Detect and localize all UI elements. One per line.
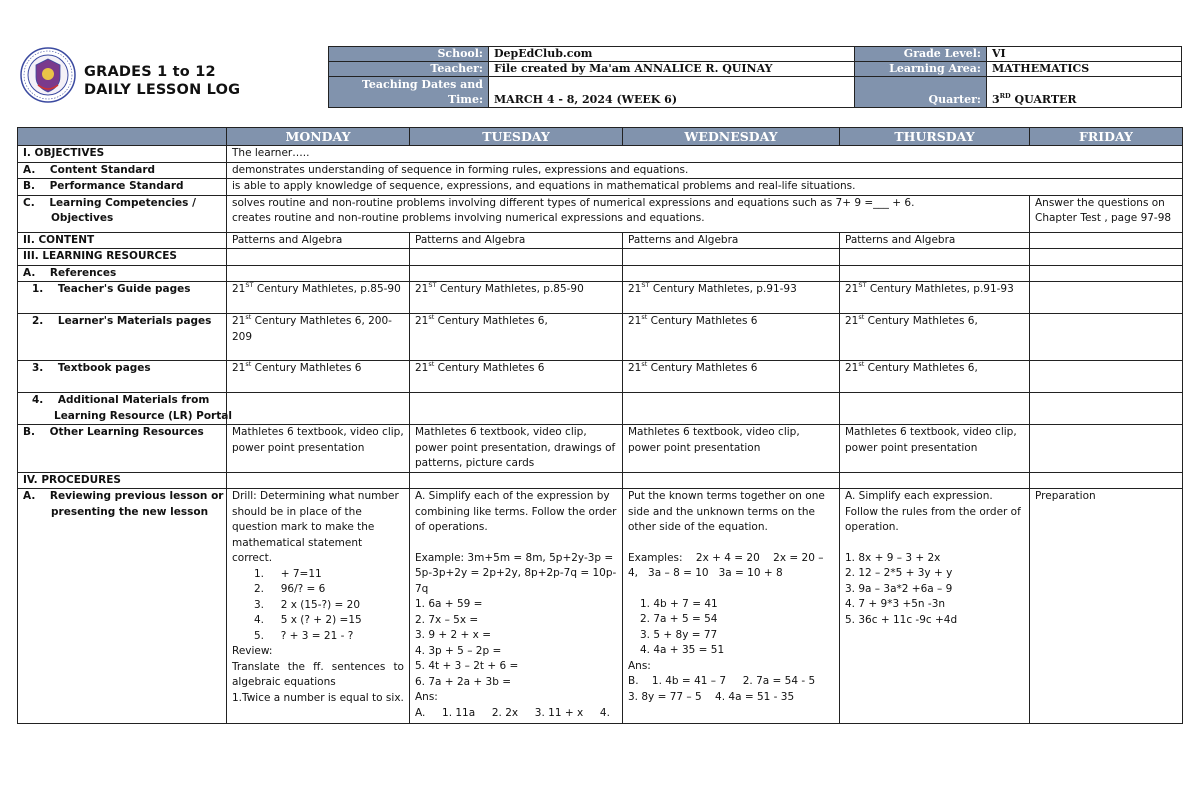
header-info-table — [328, 46, 1182, 108]
review-monday — [227, 489, 410, 724]
quarter-number: 3 — [992, 93, 1000, 106]
resources-row — [18, 249, 1183, 266]
deped-seal-logo — [20, 47, 76, 103]
quarter-word: QUARTER — [1014, 93, 1077, 106]
day-thursday: THURSDAY — [840, 128, 1030, 146]
performance-standard-row — [18, 179, 1183, 196]
teachers-guide-label: 1. Teacher's Guide pages — [18, 282, 227, 314]
list-item: 4. 7 + 9*3 +5n -3n — [845, 598, 946, 610]
list-item: 4. 4a + 35 = 51 — [640, 644, 725, 656]
competencies-label-line-2: Objectives — [51, 212, 114, 224]
lm-monday: 21st Century Mathletes 6, 200-209 — [227, 314, 410, 361]
list-item: 5. 36c + 11c -9c +4d — [845, 613, 958, 626]
learners-materials-row — [18, 314, 1183, 361]
additional-materials-line-2: Learning Resource (LR) Portal — [54, 409, 232, 422]
tg-wednesday: 21ST Century Mathletes, p.91-93 — [623, 282, 840, 314]
tb-wednesday: 21st Century Mathletes 6 — [623, 361, 840, 393]
day-friday: FRIDAY — [1030, 128, 1183, 146]
objectives-text: The learner….. — [227, 146, 1183, 163]
tg-tuesday: 21ST Century Mathletes, p.85-90 — [410, 282, 623, 314]
document-title — [84, 63, 240, 99]
other-thursday: Mathletes 6 textbook, video clip, power point presentation — [840, 425, 1030, 473]
school-value: DepEdClub.com — [489, 47, 855, 62]
list-item: 3. 5 + 8y = 77 — [640, 628, 718, 641]
other-wednesday: Mathletes 6 textbook, video clip, power point presentation — [623, 425, 840, 473]
review-row — [18, 489, 1183, 724]
teaching-dates-label: Teaching Dates and Time: — [329, 77, 489, 108]
content-tuesday: Patterns and Algebra — [410, 232, 623, 249]
review-thursday — [840, 489, 1030, 724]
list-item: 3. 2 x (15-?) = 20 — [254, 598, 361, 611]
content-standard-row — [18, 162, 1183, 179]
list-item: 1. 4b + 7 = 41 — [640, 597, 718, 610]
quarter-value — [987, 77, 1182, 108]
review-label-line-2: presenting the new lesson — [51, 505, 209, 518]
other-monday: Mathletes 6 textbook, video clip, power point presentation — [227, 425, 410, 473]
lm-wednesday: 21st Century Mathletes 6 — [623, 314, 840, 361]
review-label — [18, 489, 227, 724]
list-item: 5. ? + 3 = 21 - ? — [254, 629, 354, 642]
tb-monday: 21st Century Mathletes 6 — [227, 361, 410, 393]
content-standard-text: demonstrates understanding of sequence in forming rules, expressions and equations. — [227, 162, 1183, 179]
review-tuesday-example: Example: 3m+5m = 8m, 5p+2y-3p = 5p-3p+2y = 2p+2y, 8p+2p-7q = 10p-7q — [415, 551, 617, 595]
content-wednesday: Patterns and Algebra — [623, 232, 840, 249]
procedures-row — [18, 472, 1183, 489]
list-item: 1. 8x + 9 – 3 + 2x — [845, 551, 941, 564]
tb-friday — [1030, 361, 1183, 393]
review-monday-review: Review: — [232, 645, 273, 657]
resources-heading: III. LEARNING RESOURCES — [18, 249, 227, 266]
review-wednesday-ans: Ans: — [628, 659, 651, 672]
content-row — [18, 232, 1183, 249]
review-tuesday-ans: Ans: — [415, 691, 438, 703]
list-item: 3. 9 + 2 + x = — [415, 629, 492, 641]
competencies-text — [227, 195, 1030, 232]
learning-area-label: Learning Area: — [855, 62, 987, 77]
additional-materials-row — [18, 393, 1183, 425]
lesson-log-table — [17, 127, 1183, 724]
grade-level-value: VI — [987, 47, 1182, 62]
list-item: 2. 7x – 5x = — [415, 613, 479, 626]
day-wednesday: WEDNESDAY — [623, 128, 840, 146]
references-row — [18, 265, 1183, 282]
references-label: A. References — [18, 265, 227, 282]
procedures-heading: IV. PROCEDURES — [18, 472, 227, 489]
content-monday: Patterns and Algebra — [227, 232, 410, 249]
list-item: 5. 4t + 3 – 2t + 6 = — [415, 660, 519, 672]
header-blank — [18, 128, 227, 146]
other-tuesday: Mathletes 6 textbook, video clip, power point presentation, drawings of patterns, picture cards — [410, 425, 623, 473]
review-tuesday — [410, 489, 623, 724]
content-heading: II. CONTENT — [18, 232, 227, 249]
competencies-row — [18, 195, 1183, 232]
list-item: 3. 9a – 3a*2 +6a – 9 — [845, 582, 953, 595]
list-item: 4. 5 x (? + 2) =15 — [254, 614, 362, 626]
additional-materials-line-1: 4. Additional Materials from — [32, 394, 210, 406]
day-monday: MONDAY — [227, 128, 410, 146]
tg-friday — [1030, 282, 1183, 314]
learners-materials-label: 2. Learner's Materials pages — [18, 314, 227, 361]
list-item: 4. 3p + 5 – 2p = — [415, 644, 502, 657]
list-item: 2. 96/? = 6 — [254, 583, 326, 595]
list-item: 2. 7a + 5 = 54 — [640, 613, 718, 625]
teaching-dates-value: MARCH 4 - 8, 2024 (WEEK 6) — [489, 77, 855, 108]
competency-1: solves routine and non-routine problems involving different types of numerical expressions and equations such as 7+ 9 =___ + 6. — [232, 196, 915, 209]
list-item: 2. 12 – 2*5 + 3y + y — [845, 567, 953, 579]
performance-standard-label: B. Performance Standard — [18, 179, 227, 196]
review-monday-item-1: 1.Twice a number is equal to six. — [232, 691, 404, 704]
objectives-heading: I. OBJECTIVES — [18, 146, 227, 163]
objectives-row — [18, 146, 1183, 163]
other-resources-label: B. Other Learning Resources — [18, 425, 227, 473]
tg-monday: 21ST Century Mathletes, p.85-90 — [227, 282, 410, 314]
review-wednesday-intro: Put the known terms together on one side and the unknown terms on the other side of the equation. — [628, 490, 825, 533]
textbook-row — [18, 361, 1183, 393]
teacher-value: File created by Ma'am ANNALICE R. QUINAY — [489, 62, 855, 77]
competencies-label-line-1: C. Learning Competencies / — [23, 196, 196, 209]
quarter-label: Quarter: — [855, 77, 987, 108]
list-item: 1. 6a + 59 = — [415, 598, 483, 610]
performance-standard-text: is able to apply knowledge of sequence, expressions, and equations in mathematical problems and real-life situations. — [227, 179, 1183, 196]
review-label-line-1: A. Reviewing previous lesson or — [23, 490, 224, 502]
content-friday — [1030, 232, 1183, 249]
additional-materials-label — [18, 393, 232, 425]
content-thursday: Patterns and Algebra — [840, 232, 1030, 249]
review-friday: Preparation — [1030, 489, 1183, 724]
review-wednesday-ans-2: 3. 8y = 77 – 5 4. 4a = 51 - 35 — [628, 690, 795, 703]
tb-tuesday: 21st Century Mathletes 6 — [410, 361, 623, 393]
review-wednesday-examples: Examples: 2x + 4 = 20 2x = 20 – 4, 3a – 8 = 10 3a = 10 + 8 — [628, 551, 827, 579]
title-line-1: GRADES 1 to 12 — [84, 64, 216, 80]
review-wednesday — [623, 489, 840, 724]
review-wednesday-ans-1: B. 1. 4b = 41 – 7 2. 7a = 54 - 5 — [628, 675, 816, 687]
review-tuesday-ans-line: A. 1. 11a 2. 2x 3. 11 + x 4. — [415, 706, 610, 719]
review-thursday-intro: A. Simplify each expression. Follow the rules from the order of operation. — [845, 490, 1021, 533]
review-monday-intro: Drill: Determining what number should be in place of the question mark to make the mathematical statement correct. — [232, 490, 399, 564]
day-header-row — [18, 128, 1183, 146]
lm-thursday: 21st Century Mathletes 6, — [840, 314, 1030, 361]
school-label: School: — [329, 47, 489, 62]
competency-2: creates routine and non-routine problems involving numerical expressions and equations. — [232, 212, 705, 224]
other-friday — [1030, 425, 1183, 473]
tg-thursday: 21ST Century Mathletes, p.91-93 — [840, 282, 1030, 314]
quarter-suffix: RD — [999, 92, 1011, 100]
competencies-label — [18, 195, 227, 232]
textbook-label: 3. Textbook pages — [18, 361, 227, 393]
grade-level-label: Grade Level: — [855, 47, 987, 62]
title-line-2: DAILY LESSON LOG — [84, 82, 241, 98]
teachers-guide-row — [18, 282, 1183, 314]
learning-area-value: MATHEMATICS — [987, 62, 1182, 77]
review-monday-translate: Translate the ff. sentences to algebraic equations — [232, 660, 404, 688]
lm-friday — [1030, 314, 1183, 361]
list-item: 1. + 7=11 — [254, 567, 322, 580]
lm-tuesday: 21st Century Mathletes 6, — [410, 314, 623, 361]
review-tuesday-intro: A. Simplify each of the expression by combining like terms. Follow the order of operations. — [415, 490, 617, 533]
tb-thursday: 21st Century Mathletes 6, — [840, 361, 1030, 393]
teacher-label: Teacher: — [329, 62, 489, 77]
list-item: 6. 7a + 2a + 3b = — [415, 675, 512, 688]
content-standard-label: A. Content Standard — [18, 162, 227, 179]
competencies-friday: Answer the questions on Chapter Test , page 97-98 — [1030, 195, 1183, 232]
day-tuesday: TUESDAY — [410, 128, 623, 146]
other-resources-row — [18, 425, 1183, 473]
